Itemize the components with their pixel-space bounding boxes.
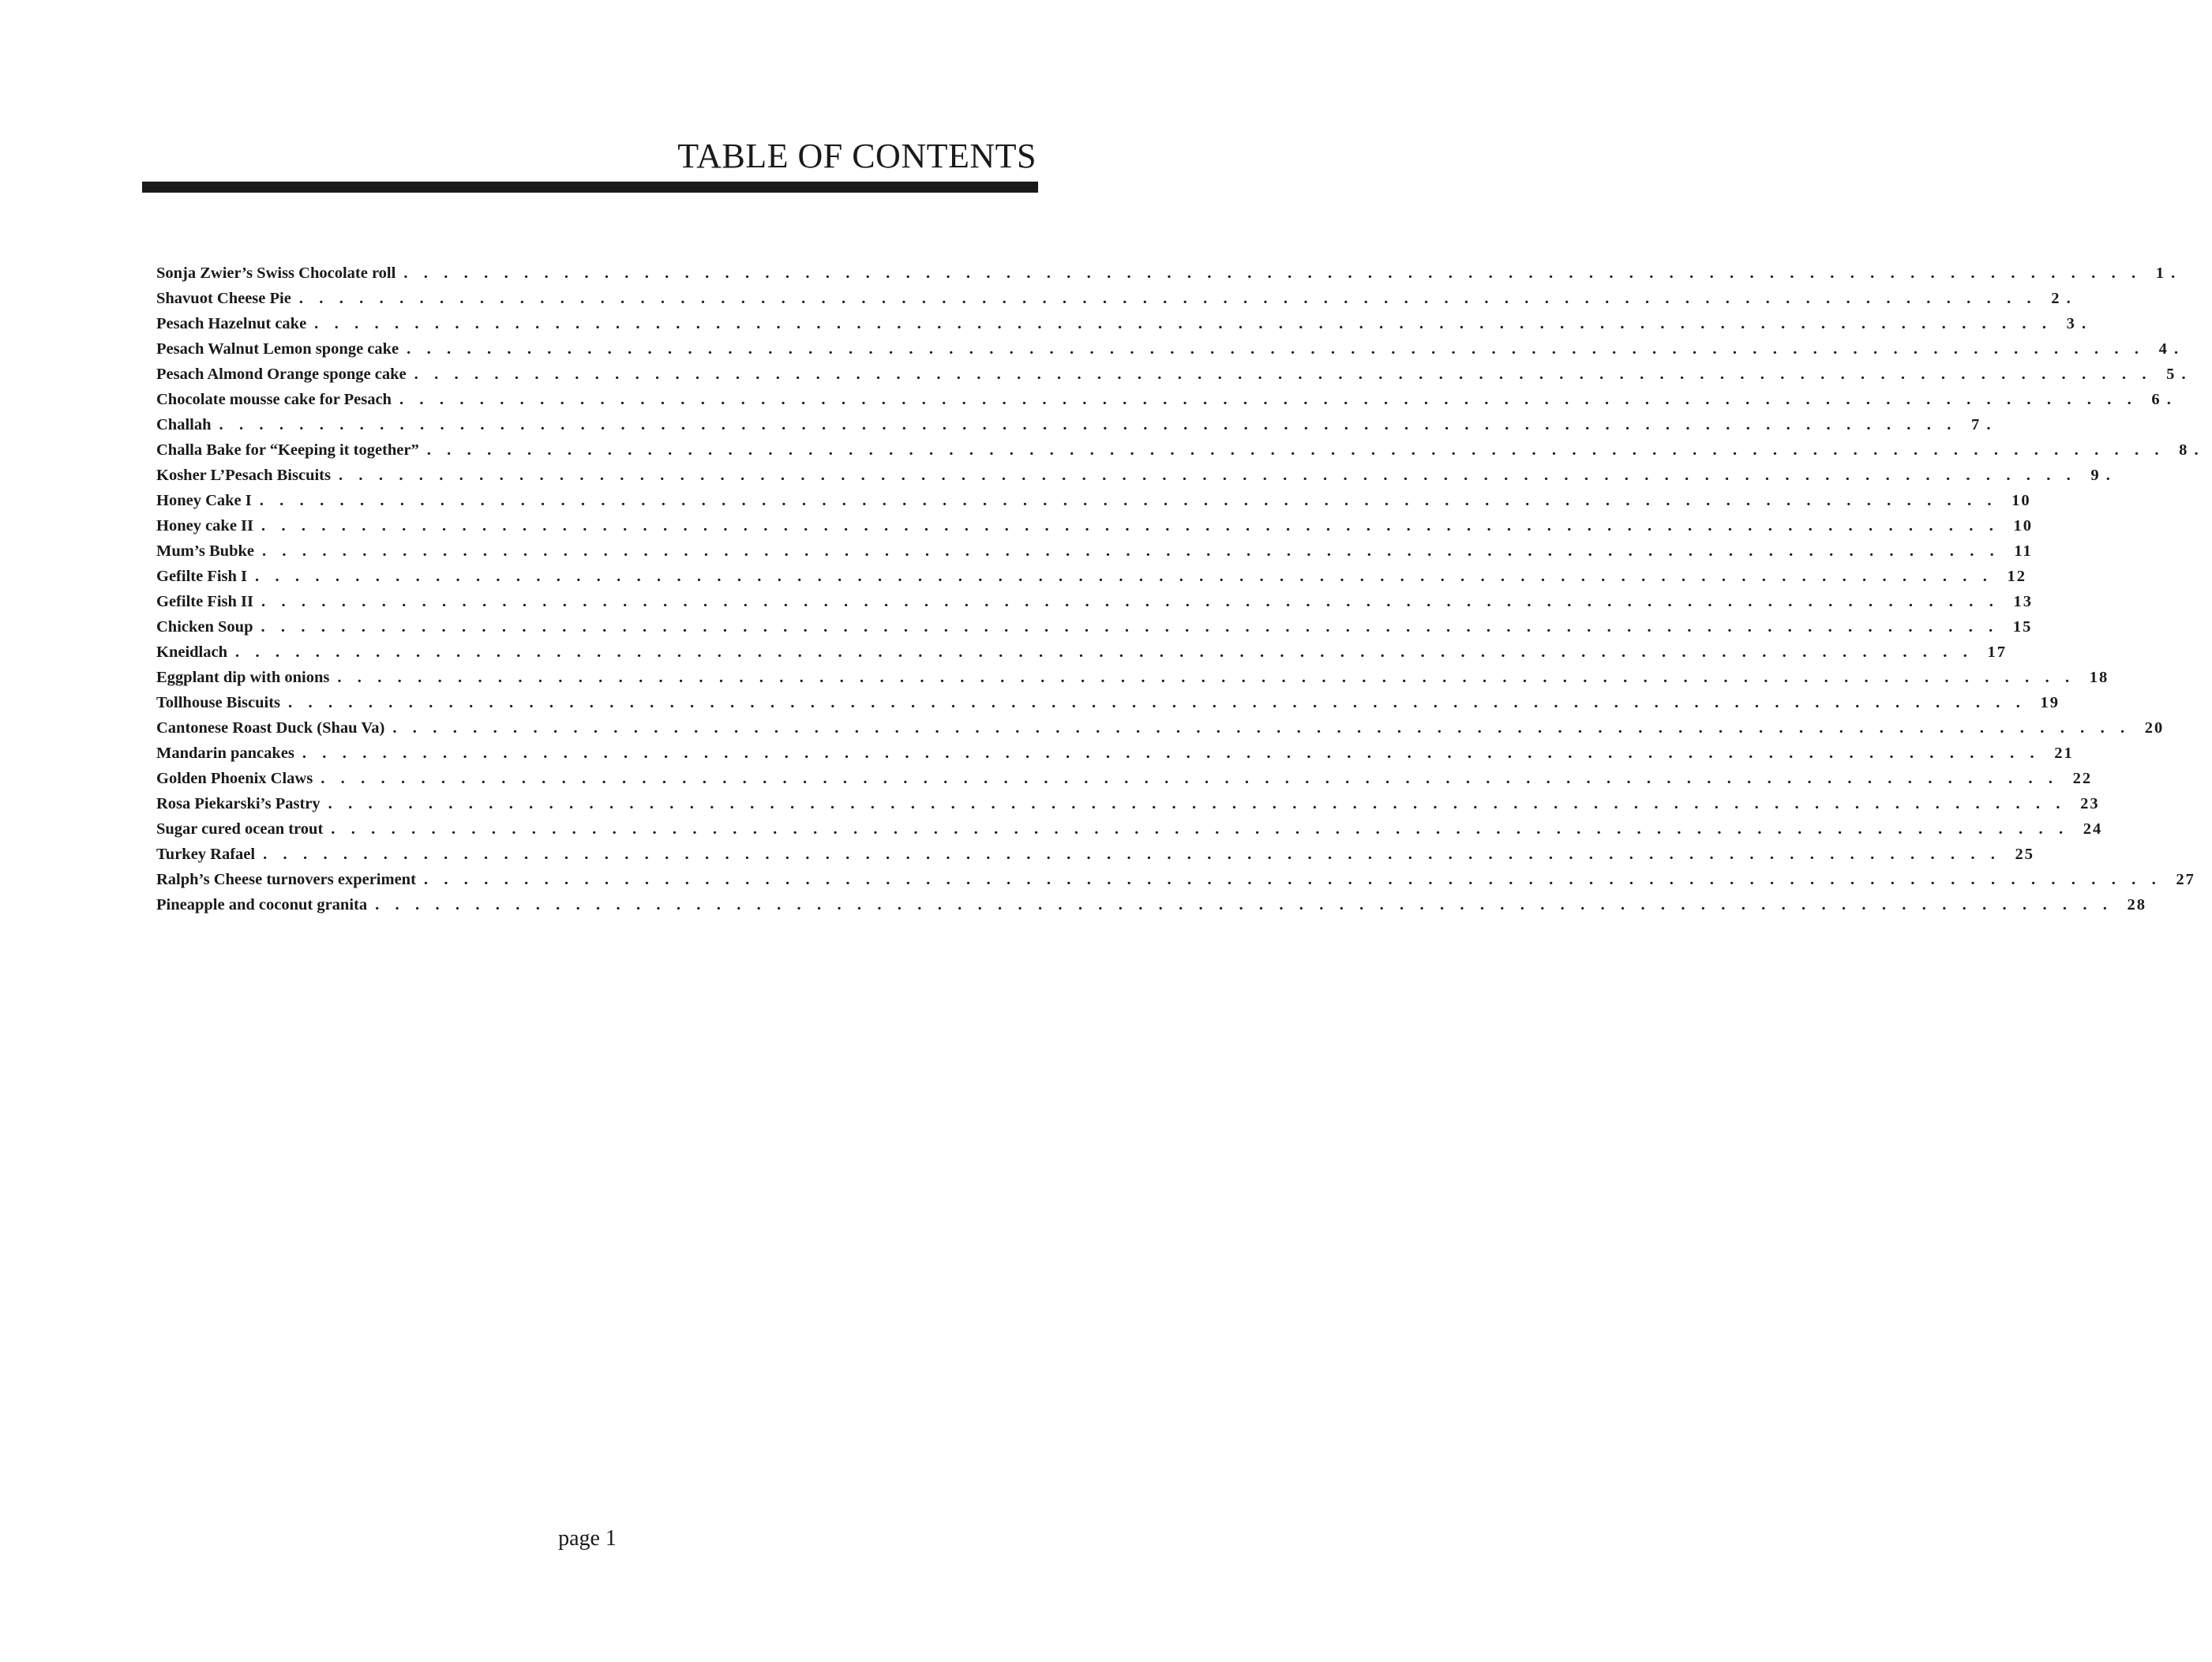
toc-entry-page: 27 (2176, 871, 2195, 888)
toc-entry-title: Rosa Piekarski’s Pastry (156, 795, 321, 812)
toc-entry-page: 13 (2013, 593, 2033, 610)
toc-entry[interactable] (156, 437, 2200, 463)
toc-entry[interactable] (156, 336, 2180, 362)
dot-leader: . . . . . . . . . . . . . . . . . . . . . . . . . . . . . . . . . . . . . . . . . . . . . . . . . . . . . . . . . . . . . . . . . . . . . . . . . . . . . . . . . . . . . . . (337, 669, 2075, 686)
toc-entry-title: Pineapple and coconut granita (156, 896, 368, 914)
toc-entry-page: 25 (2015, 846, 2035, 863)
dot-leader: . . . . . . . . . . . . . . . . . . . . . . . . . . . . . . . . . . . . . . . . . . . . . . . . . . . . . . . . . . . . . . . . . . . . . . . . . . . . . . . . . . . . . . . (426, 441, 2165, 459)
toc-entry-title: Mum’s Bubke (156, 542, 254, 560)
toc-entry[interactable] (156, 362, 2188, 387)
toc-entry-title: Challah (156, 416, 212, 433)
toc-entry[interactable] (156, 488, 2031, 513)
toc-entry[interactable] (156, 816, 2103, 842)
toc-entry-page: 9 . (2090, 467, 2112, 484)
dot-leader: . . . . . . . . . . . . . . . . . . . . . . . . . . . . . . . . . . . . . . . . . . . . . . . . . . . . . . . . . . . . . . . . . . . . . . . . . . . . . . . . . . . . . . . (321, 770, 2059, 787)
toc-entry-page: 17 (1987, 643, 2007, 661)
toc-entry-page: 10 (2013, 517, 2033, 535)
toc-entry-page: 1 . (2155, 264, 2177, 282)
toc-entry[interactable] (156, 665, 2109, 690)
dot-leader: . . . . . . . . . . . . . . . . . . . . . . . . . . . . . . . . . . . . . . . . . . . . . . . . . . . . . . . . . . . . . . . . . . . . . . . . . . . . . . . . . . . . . . . (263, 846, 2001, 863)
toc-entry-title: Kneidlach (156, 643, 227, 661)
dot-leader: . . . . . . . . . . . . . . . . . . . . . . . . . . . . . . . . . . . . . . . . . . . . . . . . . . . . . . . . . . . . . . . . . . . . . . . . . . . . . . . . . . . . . . . (331, 820, 2069, 838)
toc-entry-page: 12 (2007, 568, 2026, 585)
dot-leader: . . . . . . . . . . . . . . . . . . . . . . . . . . . . . . . . . . . . . . . . . . . . . . . . . . . . . . . . . . . . . . . . . . . . . . . . . . . . . . . . . . . . . . . (302, 745, 2041, 762)
toc-entry[interactable] (156, 538, 2033, 564)
toc-entry-page: 10 (2011, 492, 2031, 509)
toc-entry-page: 7 . (1970, 416, 1993, 433)
dot-leader: . . . . . . . . . . . . . . . . . . . . . . . . . . . . . . . . . . . . . . . . . . . . . . . . . . . . . . . . . . . . . . . . . . . . . . . . . . . . . . . . . . . . . . . (259, 492, 1998, 509)
toc-entry[interactable] (156, 286, 2072, 311)
toc-entry[interactable] (156, 690, 2060, 715)
dot-leader: . . . . . . . . . . . . . . . . . . . . . . . . . . . . . . . . . . . . . . . . . . . . . . . . . . . . . . . . . . . . . . . . . . . . . . . . . . . . . . . . . . . . . . . (235, 643, 1974, 661)
toc-entry[interactable] (156, 412, 1993, 437)
toc-entry-page: 8 . (2179, 441, 2200, 459)
toc-entry[interactable] (156, 640, 2007, 665)
dot-leader: . . . . . . . . . . . . . . . . . . . . . . . . . . . . . . . . . . . . . . . . . . . . . . . . . . . . . . . . . . . . . . . . . . . . . . . . . . . . . . . . . . . . . . . (414, 366, 2153, 383)
dot-leader: . . . . . . . . . . . . . . . . . . . . . . . . . . . . . . . . . . . . . . . . . . . . . . . . . . . . . . . . . . . . . . . . . . . . . . . . . . . . . . . . . . . . . . . (314, 315, 2053, 332)
toc-entry[interactable] (156, 463, 2112, 488)
toc-entry[interactable] (156, 513, 2033, 538)
toc-entry-title: Sonja Zwier’s Swiss Chocolate roll (156, 264, 396, 282)
dot-leader: . . . . . . . . . . . . . . . . . . . . . . . . . . . . . . . . . . . . . . . . . . . . . . . . . . . . . . . . . . . . . . . . . . . . . . . . . . . . . . . . . . . . . . . (328, 795, 2067, 812)
dot-leader: . . . . . . . . . . . . . . . . . . . . . . . . . . . . . . . . . . . . . . . . . . . . . . . . . . . . . . . . . . . . . . . . . . . . . . . . . . . . . . . . . . . . . . . (261, 542, 2000, 560)
dot-leader: . . . . . . . . . . . . . . . . . . . . . . . . . . . . . . . . . . . . . . . . . . . . . . . . . . . . . . . . . . . . . . . . . . . . . . . . . . . . . . . . . . . . . . . (338, 467, 2077, 484)
toc-entry[interactable] (156, 741, 2074, 766)
toc-entry-title: Pesach Walnut Lemon sponge cake (156, 340, 399, 358)
toc-entry-title: Honey cake II (156, 517, 253, 535)
toc-entry-page: 21 (2054, 745, 2074, 762)
toc-list (156, 261, 2200, 917)
dot-leader: . . . . . . . . . . . . . . . . . . . . . . . . . . . . . . . . . . . . . . . . . . . . . . . . . . . . . . . . . . . . . . . . . . . . . . . . . . . . . . . . . . . . . . . (255, 568, 1993, 585)
dot-leader: . . . . . . . . . . . . . . . . . . . . . . . . . . . . . . . . . . . . . . . . . . . . . . . . . . . . . . . . . . . . . . . . . . . . . . . . . . . . . . . . . . . . . . . (261, 517, 2000, 535)
dot-leader: . . . . . . . . . . . . . . . . . . . . . . . . . . . . . . . . . . . . . . . . . . . . . . . . . . . . . . . . . . . . . . . . . . . . . . . . . . . . . . . . . . . . . . . (219, 416, 1957, 433)
toc-entry-page: 5 . (2166, 366, 2188, 383)
dot-leader: . . . . . . . . . . . . . . . . . . . . . . . . . . . . . . . . . . . . . . . . . . . . . . . . . . . . . . . . . . . . . . . . . . . . . . . . . . . . . . . . . . . . . . . (375, 896, 2113, 914)
toc-entry-title: Eggplant dip with onions (156, 669, 330, 686)
toc-entry-title: Honey Cake I (156, 492, 252, 509)
toc-entry[interactable] (156, 261, 2177, 286)
toc-entry-title: Kosher L’Pesach Biscuits (156, 467, 331, 484)
toc-entry-page: 22 (2072, 770, 2093, 787)
toc-entry[interactable] (156, 715, 2165, 741)
dot-leader: . . . . . . . . . . . . . . . . . . . . . . . . . . . . . . . . . . . . . . . . . . . . . . . . . . . . . . . . . . . . . . . . . . . . . . . . . . . . . . . . . . . . . . . (423, 871, 2162, 888)
toc-entry[interactable] (156, 766, 2093, 791)
page-title: TABLE OF CONTENTS (677, 137, 1037, 175)
toc-entry[interactable] (156, 791, 2100, 816)
toc-entry-page: 19 (2040, 694, 2060, 711)
dot-leader: . . . . . . . . . . . . . . . . . . . . . . . . . . . . . . . . . . . . . . . . . . . . . . . . . . . . . . . . . . . . . . . . . . . . . . . . . . . . . . . . . . . . . . . (261, 593, 2000, 610)
title-rule (142, 182, 1038, 193)
toc-entry-title: Shavuot Cheese Pie (156, 290, 291, 307)
dot-leader: . . . . . . . . . . . . . . . . . . . . . . . . . . . . . . . . . . . . . . . . . . . . . . . . . . . . . . . . . . . . . . . . . . . . . . . . . . . . . . . . . . . . . . . (392, 719, 2131, 737)
toc-entry-page: 11 (2014, 542, 2033, 560)
toc-entry-title: Chicken Soup (156, 618, 253, 636)
toc-entry[interactable] (156, 867, 2195, 892)
toc-entry-page: 18 (2089, 669, 2109, 686)
dot-leader: . . . . . . . . . . . . . . . . . . . . . . . . . . . . . . . . . . . . . . . . . . . . . . . . . . . . . . . . . . . . . . . . . . . . . . . . . . . . . . . . . . . . . . . (407, 340, 2145, 358)
dot-leader: . . . . . . . . . . . . . . . . . . . . . . . . . . . . . . . . . . . . . . . . . . . . . . . . . . . . . . . . . . . . . . . . . . . . . . . . . . . . . . . . . . . . . . . (399, 391, 2138, 408)
toc-entry-title: Ralph’s Cheese turnovers experiment (156, 871, 416, 888)
toc-entry-page: 23 (2080, 795, 2100, 812)
toc-entry-page: 4 . (2158, 340, 2180, 358)
toc-entry-page: 28 (2127, 896, 2147, 914)
toc-entry[interactable] (156, 387, 2173, 412)
toc-entry-page: 24 (2083, 820, 2103, 838)
page-number: page 1 (558, 1526, 617, 1551)
toc-entry-title: Golden Phoenix Claws (156, 770, 313, 787)
toc-entry[interactable] (156, 564, 2026, 589)
toc-entry-title: Pesach Hazelnut cake (156, 315, 307, 332)
toc-entry-page: 6 . (2151, 391, 2173, 408)
toc-entry-page: 15 (2012, 618, 2033, 636)
toc-entry[interactable] (156, 842, 2035, 867)
toc-entry-title: Cantonese Roast Duck (Shau Va) (156, 719, 385, 737)
toc-entry-page: 20 (2144, 719, 2165, 737)
toc-entry[interactable] (156, 614, 2033, 640)
toc-entry-title: Pesach Almond Orange sponge cake (156, 366, 407, 383)
toc-entry-page: 2 . (2051, 290, 2072, 307)
toc-entry-title: Gefilte Fish II (156, 593, 253, 610)
dot-leader: . . . . . . . . . . . . . . . . . . . . . . . . . . . . . . . . . . . . . . . . . . . . . . . . . . . . . . . . . . . . . . . . . . . . . . . . . . . . . . . . . . . . . . . (403, 264, 2142, 282)
toc-entry[interactable] (156, 589, 2033, 614)
toc-entry-title: Challa Bake for “Keeping it together” (156, 441, 419, 459)
dot-leader: . . . . . . . . . . . . . . . . . . . . . . . . . . . . . . . . . . . . . . . . . . . . . . . . . . . . . . . . . . . . . . . . . . . . . . . . . . . . . . . . . . . . . . . (288, 694, 2026, 711)
toc-entry-title: Gefilte Fish I (156, 568, 248, 585)
toc-entry-page: 3 . (2066, 315, 2088, 332)
toc-entry-title: Chocolate mousse cake for Pesach (156, 391, 392, 408)
dot-leader: . . . . . . . . . . . . . . . . . . . . . . . . . . . . . . . . . . . . . . . . . . . . . . . . . . . . . . . . . . . . . . . . . . . . . . . . . . . . . . . . . . . . . . . (298, 290, 2038, 307)
toc-entry-title: Tollhouse Biscuits (156, 694, 281, 711)
toc-entry-title: Turkey Rafael (156, 846, 256, 863)
toc-entry-title: Mandarin pancakes (156, 745, 294, 762)
toc-entry[interactable] (156, 892, 2147, 917)
toc-entry[interactable] (156, 311, 2088, 336)
toc-entry-title: Sugar cured ocean trout (156, 820, 324, 838)
dot-leader: . . . . . . . . . . . . . . . . . . . . . . . . . . . . . . . . . . . . . . . . . . . . . . . . . . . . . . . . . . . . . . . . . . . . . . . . . . . . . . . . . . . . . . . (261, 618, 1999, 636)
